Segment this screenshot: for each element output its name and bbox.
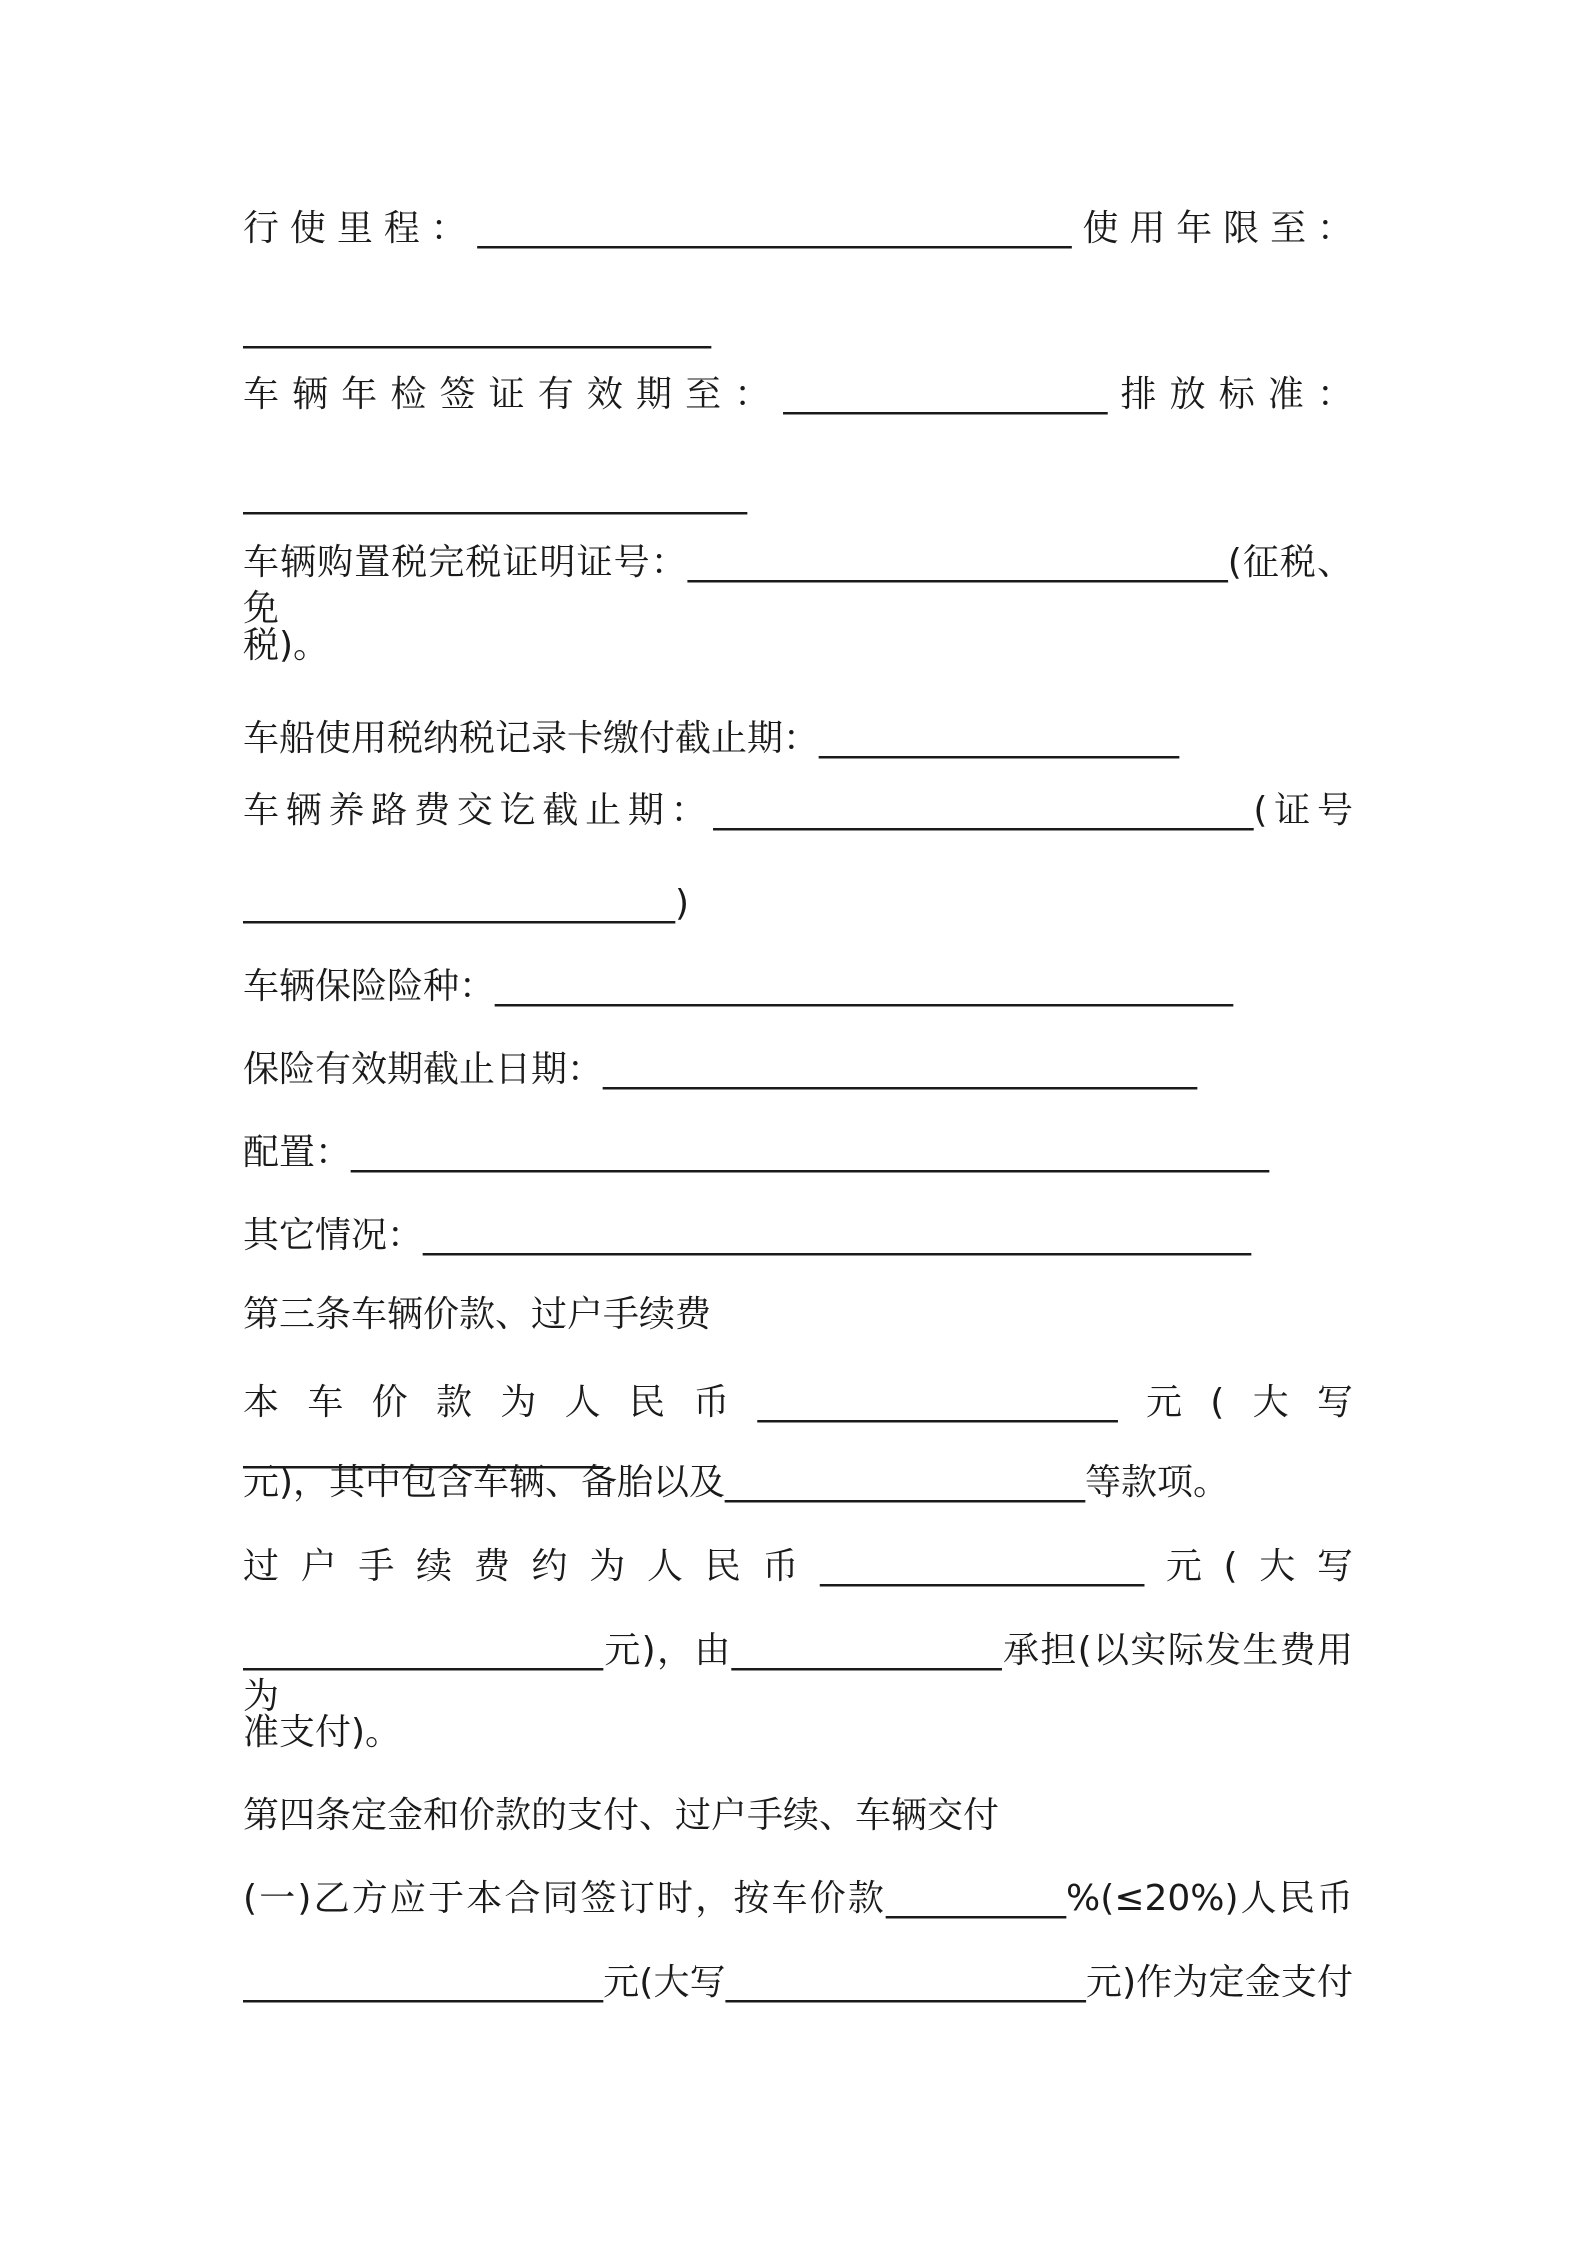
line-price: 本车价款为人民币____________________元(大写____________________ — [243, 1382, 1353, 1469]
line-other: 其它情况：______________________________________________ — [243, 1215, 1252, 1256]
line-road-fee-cont: ________________________) — [243, 883, 690, 924]
line-mileage-cont: __________________________ — [243, 308, 711, 349]
line-inspection-cont: ____________________________ — [243, 474, 747, 515]
section-heading-4: 第四条定金和价款的支付、过户手续、车辆交付 — [243, 1795, 1000, 1836]
line-insurance-expiry: 保险有效期截止日期：_________________________________ — [243, 1049, 1198, 1090]
section-heading-3: 第三条车辆价款、过户手续费 — [243, 1294, 712, 1335]
line-deposit: (一)乙方应于本合同签订时，按车价款__________%(≤20%)人民币 — [243, 1878, 1353, 1919]
line-insurance-type: 车辆保险险种：_________________________________________ — [243, 966, 1234, 1007]
line-mileage: 行使里程：_________________________________使用年限至： — [243, 208, 1353, 249]
line-transfer-fee-cont: ____________________元)，由_______________承担(以实际发生费用为 — [243, 1630, 1353, 1717]
line-inspection: 车辆年检签证有效期至：__________________排放标准： — [243, 374, 1353, 415]
line-vessel-tax: 车船使用税纳税记录卡缴付截止期：____________________ — [243, 718, 1180, 759]
line-purchase-tax-cont: 税)。 — [243, 625, 330, 666]
line-configuration: 配置：___________________________________________________ — [243, 1132, 1269, 1173]
line-deposit-cont: ____________________元(大写____________________元)作为定金支付 — [243, 1962, 1353, 2003]
line-road-fee: 车辆养路费交讫截止期：______________________________(证号 — [243, 790, 1353, 831]
line-purchase-tax: 车辆购置税完税证明证号：______________________________(征税、免 — [243, 542, 1353, 629]
line-transfer-fee-end: 准支付)。 — [243, 1712, 402, 1753]
line-transfer-fee: 过户手续费约为人民币__________________元(大写 — [243, 1546, 1353, 1587]
line-price-cont: 元)，其中包含车辆、备胎以及____________________等款项。 — [243, 1462, 1230, 1503]
